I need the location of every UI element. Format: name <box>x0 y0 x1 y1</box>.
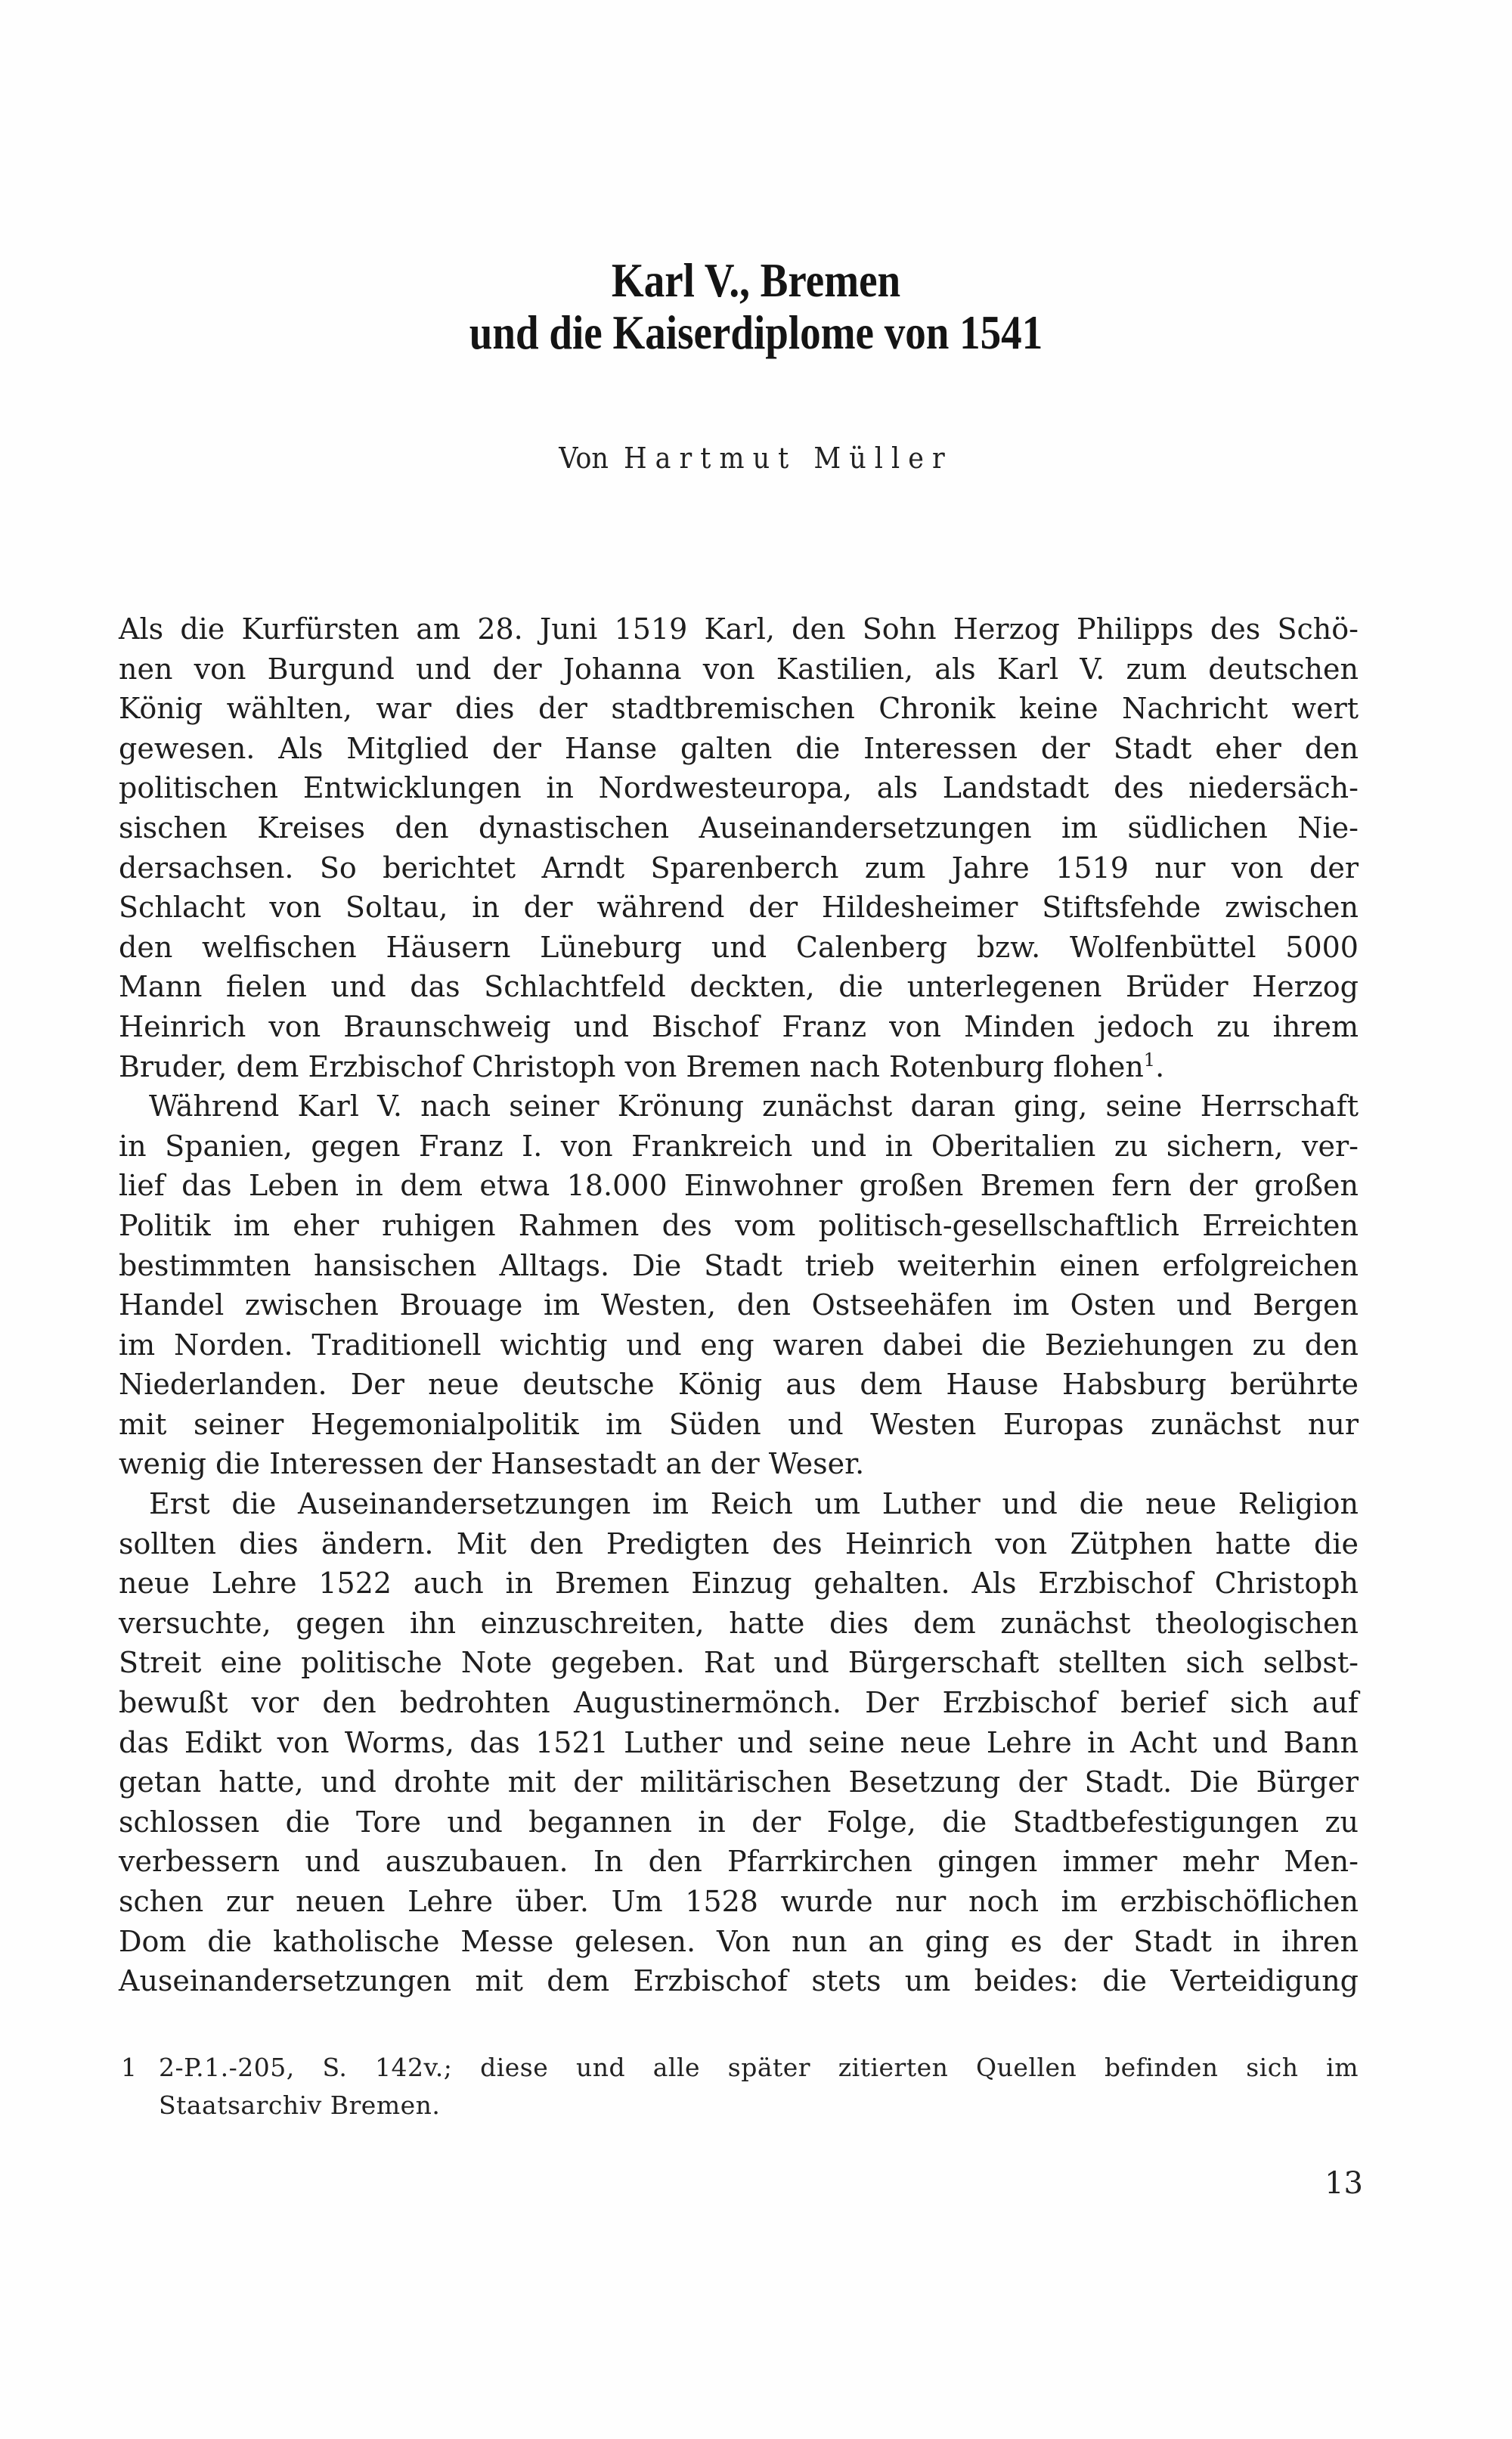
text-line: gewesen. Als Mitglied der Hanse galten die Interessen der Stadt eher den <box>119 731 1359 765</box>
text-line: das Edikt von Worms, das 1521 Luther und seine neue Lehre in Acht und Bann <box>119 1725 1359 1759</box>
footnote-text-line: Staatsarchiv Bremen. <box>159 2090 441 2120</box>
paragraph-1 <box>119 609 1359 1086</box>
footnote-reference[interactable]: 1 <box>1143 1049 1156 1071</box>
text-line: nen von Burgund und der Johanna von Kastilien, als Karl V. zum deutschen <box>119 652 1359 686</box>
text-line: Während Karl V. nach seiner Krönung zunächst daran ging, seine Herrschaft <box>149 1089 1359 1123</box>
footnote-1 <box>121 2049 1359 2087</box>
article-title-line-1: Karl V., Bremen <box>611 253 901 307</box>
text-line: Dom die katholische Messe gelesen. Von nun an ging es der Stadt in ihren <box>119 1924 1359 1958</box>
text-line: in Spanien, gegen Franz I. von Frankreich und in Oberitalien zu sichern, ver- <box>119 1129 1359 1163</box>
article-title-line-2: und die Kaiserdiplome von 1541 <box>469 305 1043 359</box>
text-line: Auseinandersetzungen mit dem Erzbischof stets um beides: die Verteidigung <box>119 1964 1359 1998</box>
footnote-number: 1 <box>121 2053 137 2082</box>
text-line: den welfischen Häusern Lüneburg und Calenberg bzw. Wolfenbüttel 5000 <box>119 930 1359 964</box>
text-line: mit seiner Hegemonialpolitik im Süden und Westen Europas zunächst nur <box>119 1407 1359 1441</box>
footnote-1-continuation <box>121 2087 1359 2124</box>
text-line: sollten dies ändern. Mit den Predigten des Heinrich von Zütphen hatte die <box>119 1526 1359 1560</box>
text-line: König wählten, war dies der stadtbremischen Chronik keine Nachricht wert <box>119 692 1359 726</box>
text-line: Heinrich von Braunschweig und Bischof Franz von Minden jedoch zu ihrem <box>119 1009 1359 1043</box>
author-prefix: Von <box>559 442 609 475</box>
footnote-number-spacer <box>121 2087 159 2124</box>
text-line: schlossen die Tore und begannen in der Folge, die Stadtbefestigungen zu <box>119 1805 1359 1839</box>
author-byline <box>60 442 1452 475</box>
text-line: verbessern und auszubauen. In den Pfarrkirchen gingen immer mehr Men- <box>119 1845 1359 1879</box>
footnote-text-line: 2-P.1.-205, S. 142v.; diese und alle später zitierten Quellen befinden sich im <box>159 2053 1359 2082</box>
text-line: Erst die Auseinandersetzungen im Reich um Luther und die neue Religion <box>149 1487 1359 1521</box>
article-body <box>119 609 1359 2001</box>
text-line: Streit eine politische Note gegeben. Rat und Bürgerschaft stellten sich selbst- <box>119 1646 1359 1680</box>
text-line: Schlacht von Soltau, in der während der Hildesheimer Stiftsfehde zwischen <box>119 891 1359 925</box>
paragraph-3 <box>119 1484 1359 2001</box>
text-line: Mann fielen und das Schlachtfeld deckten, die unterlegenen Brüder Herzog <box>119 970 1359 1004</box>
text-line: Niederlanden. Der neue deutsche König aus dem Hause Habsburg berührte <box>119 1368 1359 1402</box>
text-line-content: Bruder, dem Erzbischof Christoph von Bremen nach Rotenburg flohen <box>119 1049 1144 1083</box>
text-line: politischen Entwicklungen in Nordwesteuropa, als Landstadt des niedersäch- <box>119 771 1359 805</box>
text-line: Handel zwischen Brouage im Westen, den Ostseehäfen im Osten und Bergen <box>119 1288 1359 1322</box>
author-name: Hartmut Müller <box>624 442 953 475</box>
text-line: Als die Kurfürsten am 28. Juni 1519 Karl, den Sohn Herzog Philipps des Schö- <box>119 612 1359 646</box>
text-line-suffix: . <box>1155 1049 1165 1083</box>
text-line: bewußt vor den bedrohten Augustinermönch. Der Erzbischof berief sich auf <box>119 1686 1359 1720</box>
text-line: lief das Leben in dem etwa 18.000 Einwohner großen Bremen fern der großen <box>119 1169 1359 1203</box>
text-line: neue Lehre 1522 auch in Bremen Einzug gehalten. Als Erzbischof Christoph <box>119 1567 1359 1601</box>
footnotes <box>121 2049 1359 2124</box>
text-line: im Norden. Traditionell wichtig und eng waren dabei die Beziehungen zu den <box>119 1328 1359 1362</box>
text-line: sischen Kreises den dynastischen Auseinandersetzungen im südlichen Nie- <box>119 810 1359 845</box>
text-line: Politik im eher ruhigen Rahmen des vom politisch-gesellschaftlich Erreichten <box>119 1208 1359 1242</box>
text-line <box>119 1047 1359 1087</box>
text-line: versuchte, gegen ihn einzuschreiten, hatte dies dem zunächst theologischen <box>119 1606 1359 1640</box>
text-line: schen zur neuen Lehre über. Um 1528 wurde nur noch im erzbischöflichen <box>119 1885 1359 1918</box>
text-line: getan hatte, und drohte mit der militärischen Besetzung der Stadt. Die Bürger <box>119 1765 1359 1799</box>
text-line: bestimmten hansischen Alltags. Die Stadt trieb weiterhin einen erfolgreichen <box>119 1248 1359 1282</box>
text-line: wenig die Interessen der Hansestadt an der Weser. <box>119 1447 865 1481</box>
paragraph-2 <box>119 1086 1359 1484</box>
page-number: 13 <box>1325 2166 1363 2201</box>
text-line: dersachsen. So berichtet Arndt Sparenberch zum Jahre 1519 nur von der <box>119 851 1359 885</box>
